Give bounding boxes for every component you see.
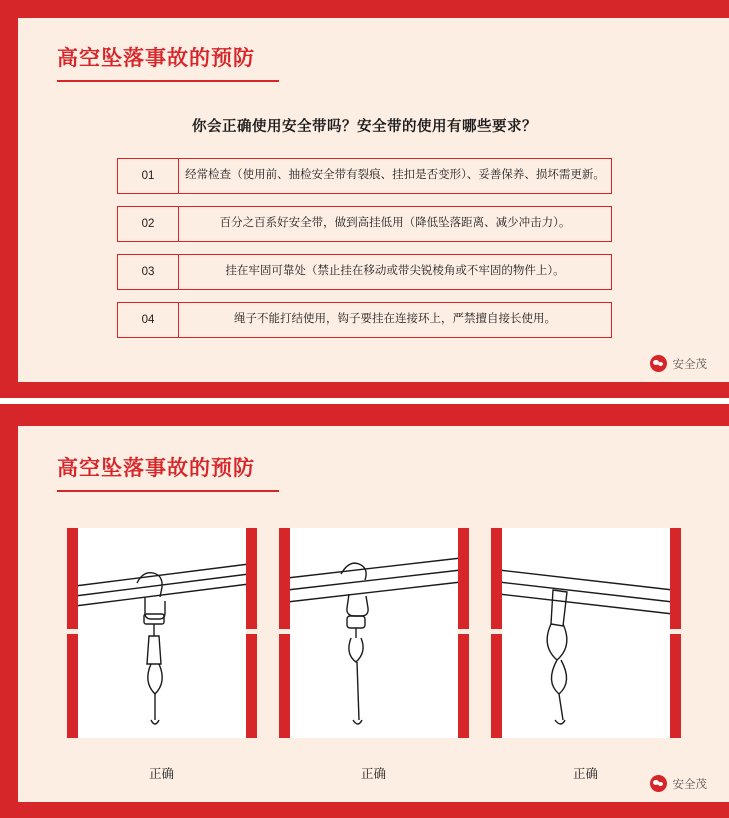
harness-hook-illustration-1 (67, 528, 257, 738)
list-item (117, 206, 612, 242)
figure-frame (491, 528, 681, 738)
slide-2-body (0, 426, 729, 802)
frame-edge-right (670, 528, 681, 738)
list-item (117, 158, 612, 194)
bottom-red-bar (0, 802, 729, 818)
left-red-rail (0, 18, 18, 382)
figure (491, 528, 681, 782)
figure-frame (279, 528, 469, 738)
bottom-red-bar (0, 382, 729, 398)
frame-edge-left (67, 528, 78, 738)
slide-1-body (0, 18, 729, 382)
item-number: 03 (118, 255, 179, 289)
frame-edge-left (279, 528, 290, 738)
list-item (117, 254, 612, 290)
figure (67, 528, 257, 782)
watermark (650, 775, 708, 792)
watermark-label: 安全茂 (672, 778, 707, 791)
list-item (117, 302, 612, 338)
item-text: 百分之百系好安全带，做到高挂低用（降低坠落距离、减少冲击力）。 (219, 217, 571, 230)
item-number: 01 (118, 159, 179, 193)
watermark-label: 安全茂 (672, 358, 707, 371)
top-red-bar (0, 404, 729, 426)
item-number: 02 (118, 207, 179, 241)
title-underline (57, 490, 279, 492)
requirement-list (117, 158, 612, 338)
figure-caption: 正确 (360, 767, 386, 781)
frame-edge-right (458, 528, 469, 738)
top-red-bar (0, 0, 729, 18)
item-text: 绳子不能打结使用，钩子要挂在连接环上，严禁擅自接长使用。 (234, 313, 556, 326)
figure-row (0, 528, 729, 782)
page-title: 高空坠落事故的预防 (57, 47, 255, 70)
page-title: 高空坠落事故的预防 (57, 457, 255, 480)
frame-edge-right (246, 528, 257, 738)
section-subtitle: 你会正确使用安全带吗？安全带的使用有哪些要求？ (192, 119, 537, 135)
slide-correct-examples (0, 404, 729, 818)
figure-frame (67, 528, 257, 738)
wechat-icon (650, 355, 667, 372)
left-red-rail (0, 426, 18, 802)
watermark (650, 355, 708, 372)
figure (279, 528, 469, 782)
title-underline (57, 80, 279, 82)
wechat-icon (650, 775, 667, 792)
item-text: 经常检查（使用前、抽检安全带有裂痕、挂扣是否变形）、妥善保养、损坏需更新。 (185, 169, 605, 182)
harness-hook-illustration-2 (279, 528, 469, 738)
figure-caption: 正确 (572, 767, 598, 781)
slide-prevention-requirements (0, 0, 729, 398)
harness-hook-illustration-3 (491, 528, 681, 738)
item-text: 挂在牢固可靠处（禁止挂在移动或带尖锐棱角或不牢固的物件上）。 (225, 265, 565, 278)
frame-edge-left (491, 528, 502, 738)
figure-caption: 正确 (148, 767, 174, 781)
item-number: 04 (118, 303, 179, 337)
